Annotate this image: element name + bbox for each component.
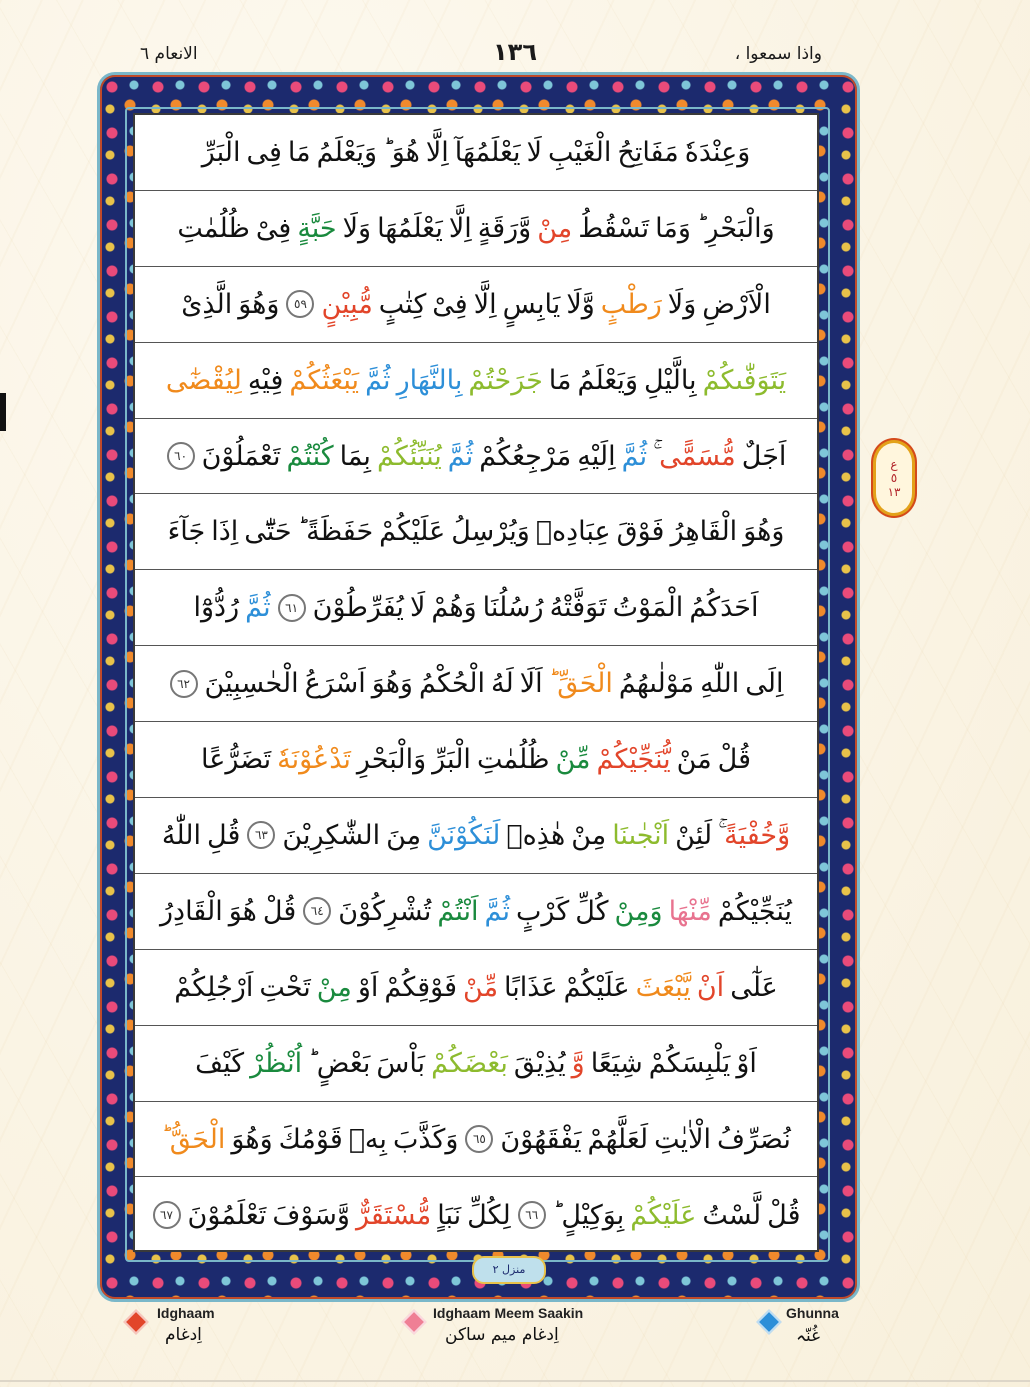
word: وَالْبَحْرِ xyxy=(356,744,427,776)
word: يُفَرِّطُوْنَ xyxy=(312,592,404,624)
word: بِهٖ xyxy=(348,1123,387,1155)
ayah-number-marker: ٦٤ xyxy=(303,897,331,925)
word: لَّسْتُ xyxy=(702,1199,762,1231)
word: شِيَعًا xyxy=(590,1047,643,1079)
tajweed-word-ghunna: لَنَكُوْنَنَّ xyxy=(427,819,501,851)
legend-label-en: Idghaam Meem Saakin xyxy=(433,1305,584,1321)
word: وَيَعْلَمُ xyxy=(577,364,638,396)
page-edge-mark xyxy=(0,393,6,431)
word: اِلَّا xyxy=(473,288,497,320)
word: الْاَرْضِ xyxy=(702,288,771,320)
word: قُلْ xyxy=(767,1199,801,1231)
word: لَعَلَّهُمْ xyxy=(587,1123,649,1155)
word: لَئِنْ xyxy=(675,819,713,851)
word: وَهُوَ xyxy=(743,516,785,548)
word: مَا xyxy=(287,136,311,168)
word: وَّرَقَةٍ xyxy=(477,212,532,244)
word: تَعْمَلُوْنَ xyxy=(201,440,281,472)
legend-label-ar: غُنّہ xyxy=(796,1326,820,1346)
ayah-number-marker: ٦٣ xyxy=(247,821,275,849)
pink-diamond-icon xyxy=(401,1309,426,1334)
word: تَحْتِ xyxy=(259,971,311,1003)
tajweed-word-qalqala: الْحَقِّ ؕ xyxy=(548,668,613,700)
word: وَيَعْلَمُ xyxy=(316,136,378,168)
word: كَيْفَ xyxy=(195,1047,245,1079)
ruku-verse-count: ١٣ xyxy=(887,485,901,499)
word: اَرْجُلِكُمْ xyxy=(174,971,254,1003)
word: هُوَ ؕ xyxy=(383,136,420,168)
tajweed-legend xyxy=(0,1305,1030,1375)
tajweed-word-iqlab: كُنْتُمْ xyxy=(286,440,334,472)
word: فِيْهِ xyxy=(247,364,284,396)
word: كَرْبٍ xyxy=(516,895,570,927)
word: قُلِ xyxy=(207,819,241,851)
ayah-number-marker: ٦٥ xyxy=(465,1125,493,1153)
word: لِكُلِّ xyxy=(467,1199,511,1231)
word: عَلٰٓى xyxy=(730,971,778,1003)
verse-line xyxy=(135,267,817,343)
tajweed-word-ikhfa: بَعْضَكُمْ xyxy=(431,1047,508,1079)
verse-line xyxy=(135,115,817,191)
word: اِلَى xyxy=(745,668,784,700)
page-number: ١٣٦ xyxy=(493,38,537,66)
word: وَهُمْ xyxy=(431,592,477,624)
word: اَحَدَكُمُ xyxy=(689,592,759,624)
tajweed-word-ghunna: ثُمَّ xyxy=(245,592,271,624)
word: تَعْلَمُوْنَ xyxy=(187,1199,267,1231)
verse-line xyxy=(135,1177,817,1253)
tajweed-word-ghunna: ثُمَّ xyxy=(484,895,511,927)
tajweed-word-ikhfa: يُنَبِّئُكُمْ xyxy=(376,440,442,472)
verse-line xyxy=(135,419,817,495)
word: رُسُلُنَا xyxy=(482,592,544,624)
word: اِلَّا xyxy=(448,212,472,244)
word: الْقَادِرُ xyxy=(160,895,223,927)
word: اللّٰهُ xyxy=(161,819,202,851)
word: الْبَرِّ xyxy=(201,136,241,168)
word: وَهُوَ xyxy=(231,1123,273,1155)
word: لَهُ xyxy=(491,668,514,700)
legend-label-en: Ghunna xyxy=(786,1305,839,1321)
word: قُلْ xyxy=(717,744,752,776)
word: فِىْ xyxy=(432,288,468,320)
word: مَفَاتِحُ xyxy=(617,136,679,168)
word: عِبَادِهٖ xyxy=(535,516,611,548)
word: مَرْجِعُكُمْ xyxy=(479,440,572,472)
word: فِى xyxy=(246,136,282,168)
word: بَاْسَ xyxy=(376,1047,426,1079)
tajweed-word-ikhfa: عَلَيْكُمْ xyxy=(630,1199,697,1231)
word: الْبَرِّ xyxy=(432,744,471,776)
word: اِلَيْهِ xyxy=(577,440,616,472)
ayah-number-marker: ٦٠ xyxy=(167,442,195,470)
legend-label-ar: اِدغام میم ساکن xyxy=(445,1325,559,1345)
word: مِنْ xyxy=(571,819,607,851)
word: الْغَيْبِ xyxy=(547,136,612,168)
word: لَا xyxy=(409,592,426,624)
word: يَعْلَمُهَآ xyxy=(454,136,521,168)
tajweed-word-idghaam: يُّنَجِّيْكُمْ xyxy=(596,744,671,776)
word: وَهُوَ xyxy=(371,668,413,700)
tajweed-word-ghunna: بِالنَّهَارِ xyxy=(396,364,463,396)
word: وَعِنْدَهٗ xyxy=(684,136,751,168)
tajweed-word-iqlab: حَبَّةٍ xyxy=(297,212,337,244)
verse-line xyxy=(135,494,817,570)
word: جَآءَ xyxy=(167,516,206,548)
word: يَعْلَمُهَا xyxy=(377,212,443,244)
word: كُلِّ xyxy=(575,895,609,927)
tajweed-word-ghunna: ثُمَّ xyxy=(621,440,648,472)
tajweed-word-idghaam: مُّسَمًّى xyxy=(659,440,736,472)
word: ظُلُمٰتِ xyxy=(476,744,550,776)
word: يُذِيْقَ xyxy=(513,1047,566,1079)
surah-name: الانعام ٦ xyxy=(140,44,198,64)
word: فَوْقَ xyxy=(616,516,665,548)
ayah-number-marker: ٦٢ xyxy=(170,670,198,698)
word: ظُلُمٰتِ xyxy=(177,212,250,244)
word: يَفْقَهُوْنَ xyxy=(500,1123,582,1155)
word: الْاٰيٰتِ xyxy=(654,1123,712,1155)
word: الْحُكْمُ xyxy=(418,668,486,700)
word: الْحٰسِبِيْنَ xyxy=(204,668,299,700)
word: مَوْلٰٮهُمُ xyxy=(618,668,695,700)
tajweed-word-iqlab: مِنْ xyxy=(316,971,352,1003)
tajweed-word-idghaam: مُّسْتَقَرٌّ xyxy=(355,1199,432,1231)
word: اِلَّا xyxy=(425,136,449,168)
word: مِنَ xyxy=(386,819,422,851)
word: مَنْ xyxy=(676,744,712,776)
tajweed-word-idghaam: مِّنْ xyxy=(463,971,499,1003)
verse-line xyxy=(135,1026,817,1102)
word: عَلَيْكُمْ xyxy=(563,971,630,1003)
word: بِمَا xyxy=(339,440,371,472)
word: تَوَفَّتْهُ xyxy=(549,592,607,624)
legend-label-en: Idghaam xyxy=(157,1305,215,1321)
word: تَضَرُّعًا xyxy=(200,744,272,776)
red-diamond-icon xyxy=(123,1309,148,1334)
blue-diamond-icon xyxy=(756,1309,781,1334)
legend-label-ar: اِدغام xyxy=(165,1325,202,1345)
word: بِالَّيْلِ xyxy=(644,364,697,396)
verse-line xyxy=(135,570,817,646)
ruku-number: ٥ xyxy=(890,471,898,485)
ruku-symbol: ع xyxy=(890,457,898,471)
word: تُشْرِكُوْنَ xyxy=(338,895,432,927)
verse-line xyxy=(135,191,817,267)
tajweed-word-qalqala: يَبْعَثُكُمْ xyxy=(289,364,360,396)
tajweed-word-idghaam: اَنْ xyxy=(696,971,725,1003)
tajweed-word-iqlab: اُنْظُرْ xyxy=(250,1047,303,1079)
ayah-number-marker: ٦٧ xyxy=(153,1201,181,1229)
word: اِذَا xyxy=(211,516,239,548)
ayah-number-marker: ٦١ xyxy=(278,594,306,622)
tajweed-word-ikhfa: يَتَوَفّٰٮكُمْ xyxy=(702,364,787,396)
verse-line xyxy=(135,722,817,798)
tajweed-word-ikhfa: جَرَحْتُمْ xyxy=(468,364,543,396)
word: قَوْمُكَ xyxy=(278,1123,343,1155)
verse-line xyxy=(135,343,817,419)
word: اَوْ xyxy=(357,971,379,1003)
word: يَابِسٍ xyxy=(502,288,561,320)
word: قُلْ xyxy=(262,895,297,927)
tajweed-word-idghaam: وَّخُفْيَةً xyxy=(724,819,791,851)
verse-line xyxy=(135,798,817,874)
ayah-number-marker: ٦٦ xyxy=(518,1201,546,1229)
tajweed-word-meem: مِّنْهَا xyxy=(668,895,712,927)
manzil-badge: منزل ٢ xyxy=(472,1256,546,1284)
tajweed-word-iqlab: مِّنْ xyxy=(555,744,591,776)
word: كِتٰبٍ xyxy=(378,288,427,320)
word: وَكَذَّبَ xyxy=(392,1123,459,1155)
tajweed-word-ikhfa: اَنْجٰٮنَا xyxy=(612,819,670,851)
ayah-number-marker: ٥٩ xyxy=(286,290,314,318)
tajweed-word-idghaam: وَّ xyxy=(571,1047,585,1079)
word: تَسْقُطُ xyxy=(578,212,650,244)
word: حَتّٰٓى xyxy=(244,516,292,548)
tajweed-word-iqlab: اَنْتُمْ xyxy=(437,895,479,927)
quran-text-panel xyxy=(133,113,819,1252)
tajweed-word-qalqala: رَطْبٍ xyxy=(600,288,662,320)
ruku-marker xyxy=(873,440,915,516)
word: هٰذِهٖ xyxy=(506,819,566,851)
verse-line xyxy=(135,874,817,950)
word: وَلَا xyxy=(342,212,372,244)
word: وَهُوَ xyxy=(238,288,280,320)
word: وَمَا xyxy=(655,212,691,244)
word: اللّٰهِ xyxy=(700,668,740,700)
word: مَا xyxy=(548,364,572,396)
verse-line xyxy=(135,646,817,722)
word: الشّٰكِرِيْنَ xyxy=(282,819,381,851)
word: الْمَوْتُ xyxy=(612,592,684,624)
tajweed-word-ghunna: ثُمَّ xyxy=(447,440,474,472)
word: حَفَظَةً ؕ xyxy=(297,516,374,548)
word: هُوَ xyxy=(228,895,257,927)
word: نُصَرِّفُ xyxy=(717,1123,791,1155)
tajweed-word-qalqala: يَّبْعَثَ xyxy=(635,971,691,1003)
word: اَسْرَعُ xyxy=(304,668,366,700)
word: وَيُرْسِلُ xyxy=(451,516,530,548)
word: وَّسَوْفَ xyxy=(272,1199,350,1231)
tajweed-word-idghaam: مُّبِيْنٍ xyxy=(321,288,373,320)
word: يَلْبِسَكُمْ xyxy=(648,1047,731,1079)
juz-name: واذا سمعوا ، xyxy=(734,44,822,64)
word: وَلَا xyxy=(667,288,697,320)
word: عَذَابًا xyxy=(504,971,558,1003)
word: بِوَكِيْلٍ ؕ xyxy=(552,1199,625,1231)
tajweed-word-iqlab: وَمِنْ xyxy=(614,895,663,927)
word: اَجَلٌ xyxy=(741,440,787,472)
page-bottom-edge xyxy=(0,1380,1030,1382)
tajweed-word-qalqala: تَدْعُوْنَهٗ xyxy=(277,744,351,776)
tajweed-word-qalqala: لِيُقْضٰٓى xyxy=(165,364,242,396)
word: نَبَاٍ xyxy=(437,1199,462,1231)
word: اَوْ xyxy=(736,1047,757,1079)
verse-line xyxy=(135,1102,817,1178)
word: عَلَيْكُمْ xyxy=(379,516,446,548)
word: بَعْضٍ ؕ xyxy=(308,1047,371,1079)
tajweed-word-qalqala: الْحَقُّ ؕ xyxy=(161,1123,226,1155)
word: وَّلَا xyxy=(566,288,595,320)
verse-line xyxy=(135,950,817,1026)
word: لَا xyxy=(526,136,542,168)
word: وَالْبَحْرِ ؕ xyxy=(696,212,775,244)
tajweed-word-idghaam: مِنْ xyxy=(537,212,573,244)
word: الَّذِىْ xyxy=(181,288,233,320)
word: الْقَاهِرُ xyxy=(670,516,738,548)
word: اَلَا xyxy=(519,668,543,700)
word: رُدُّوْٓا xyxy=(193,592,240,624)
word: يُنَجِّيْكُمْ xyxy=(717,895,792,927)
word: فَوْقِكُمْ xyxy=(384,971,458,1003)
tajweed-word-ghunna: ثُمَّ xyxy=(365,364,391,396)
word: فِىْ xyxy=(255,212,292,244)
